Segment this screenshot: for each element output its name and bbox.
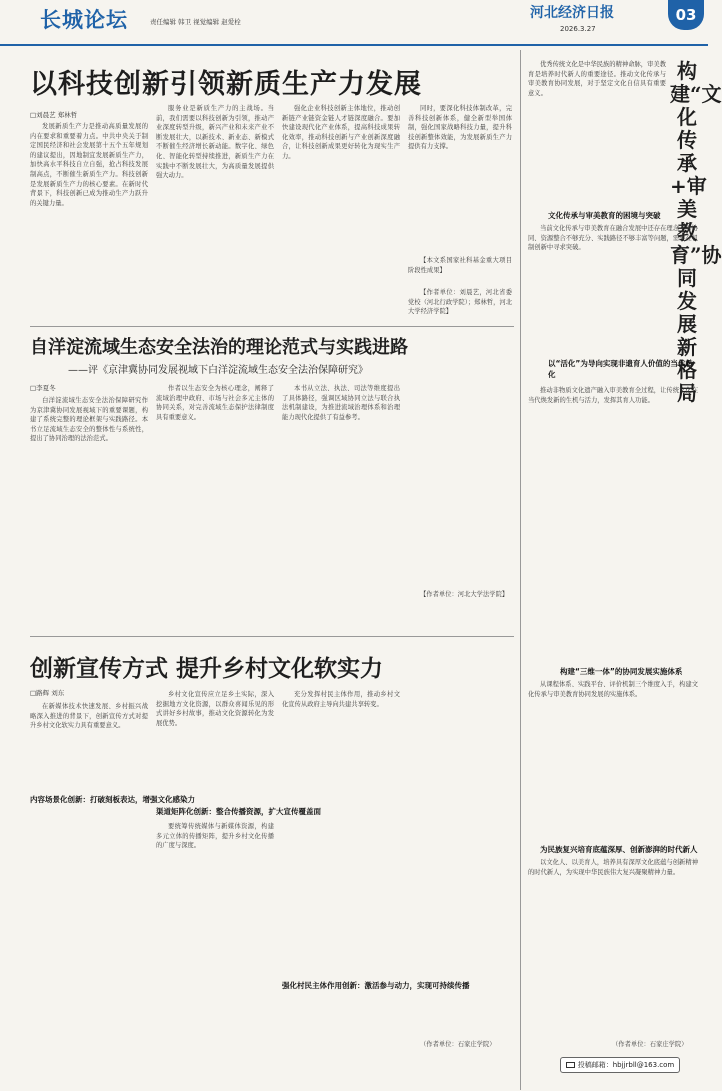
article1-col4: 同时，要深化科技体制改革，完善科技创新体系，健全新型举国体制，强化国家战略科技力量，提升科技创新整体效能，为发展新质生产力提供有力支撑。 (408, 105, 512, 151)
editor-credits: 责任编辑 韩卫 视觉编辑 赵爱栓 (150, 18, 241, 26)
article4-p4: 以文化人、以美育人，培养具有深厚文化底蕴与创新精神的时代新人，为实现中华民族伟大复兴凝聚精神力量。 (528, 859, 698, 876)
article4-subhead2: 以“活化”为导向实现非遗育人价值的当代转化 (548, 359, 693, 379)
submission-email-bar (560, 1057, 680, 1073)
header-rule (0, 44, 708, 46)
article3-author-org: （作者单位：石家庄学院） (420, 1041, 496, 1048)
article3-title: 创新宣传方式 提升乡村文化软实力 (30, 655, 384, 682)
column-divider (520, 50, 521, 1090)
article1-author-org: 【作者单位：刘晨艺，河北省委党校（河北行政学院）；郑林哲，河北大学经济学院】 (408, 289, 512, 316)
submission-email: 投稿邮箱：hbjjrbll@163.com (577, 1061, 675, 1069)
article2-author-org: 【作者单位：河北大学法学院】 (420, 591, 509, 598)
article2-col3: 本书从立法、执法、司法等维度提出了具体路径，强调区域协同立法与联合执法机制建设，为推进流域治理体系和治理能力现代化提供了有益参考。 (282, 385, 400, 421)
article4-p3: 从课程体系、实践平台、评价机制三个维度入手，构建文化传承与审美教育协同发展的实施体系。 (528, 681, 698, 698)
divider (30, 326, 514, 327)
article4-title: 构建“文化传承+审美教育”协同发展新格局 (670, 59, 722, 405)
article3-col3: 充分发挥村民主体作用，推动乡村文化宣传从政府主导向共建共享转变。 (282, 691, 400, 708)
article2-title: 自洋淀流域生态安全法治的理论范式与实践进路 (30, 337, 408, 358)
article1-fund-note: 【本文系国家社科基金重大项目阶段性成果】 (408, 257, 512, 274)
page-header (0, 0, 708, 44)
article2-col1: 白洋淀流域生态安全法治保障研究作为京津冀协同发展视域下的重要课题，构建了系统完整的理论框架与实践路径。本书立足流域生态安全的整体性与系统性，提出了协同治理的法治范式。 (30, 397, 148, 443)
article1-title: 以科技创新引领新质生产力发展 (30, 69, 422, 100)
page-number: 03 (668, 0, 704, 30)
article1-author: □刘晨艺 郑林哲 (30, 111, 78, 119)
article4-p2: 推动非物质文化遗产融入审美教育全过程，让传统文化在当代焕发新的生机与活力，发挥其育人功能。 (528, 387, 698, 404)
divider (30, 636, 514, 637)
article3-col2b: 要统筹传统媒体与新媒体资源，构建多元立体的传播矩阵，提升乡村文化传播的广度与深度。 (156, 823, 274, 850)
article4-subhead4: 为民族复兴培育底蕴深厚、创新澎湃的时代新人 (540, 845, 698, 854)
article2-author: □李夏冬 (30, 384, 56, 392)
issue-date: 2026.3.27 (560, 25, 596, 33)
article3-col1: 在新媒体技术快速发展、乡村振兴战略深入推进的背景下，创新宣传方式对提升乡村文化软实力具有重要意义。 (30, 703, 148, 730)
article2-col2: 作者以生态安全为核心理念，阐释了流域治理中政府、市场与社会多元主体的协同关系，对完善流域生态保护法律制度具有重要意义。 (156, 385, 274, 421)
article1-col2: 服务业是新质生产力的主战场。当前，我们需要以科技创新为引领，推动产业深度转型升级，新兴产业和未来产业不断发展壮大，以新技术、新业态、新模式不断催生经济增长新动能。数字化、绿色化、智能化转型持续推进，新质生产力在实践中不断发展壮大，为高质量发展提供强大动力。 (156, 105, 274, 180)
newspaper-name: 河北经济日报 (530, 5, 614, 21)
article1-col1: 发展新质生产力是推动高质量发展的内在要求和重要着力点。中共中央关于制定国民经济和社会发展第十五个五年规划的建议提出，因地制宜发展新质生产力，加快高水平科技自立自强，抢占科技发展制高点，不断催生新质生产力。科技创新是发展新质生产力的核心要素。在新时代背景下，科技创新已成为推动生产力跃升的关键力量。 (30, 123, 148, 207)
article3-subhead3: 强化村民主体作用创新：激活参与动力，实现可持续传播 (282, 981, 470, 990)
article1-col3: 强化企业科技创新主体地位，推动创新链产业链资金链人才链深度融合。要加快建设现代化产业体系，提高科技成果转化效率，推动科技创新与产业创新深度融合，让科技创新成果更好转化为现实生产力。 (282, 105, 400, 160)
article4-author-org: （作者单位：石家庄学院） (612, 1041, 688, 1048)
section-title: 长城论坛 (40, 7, 128, 32)
article4-subhead1: 文化传承与审美教育的困境与突破 (548, 211, 661, 220)
article4-intro: 优秀传统文化是中华民族的精神命脉，审美教育是培养时代新人的重要途径。推动文化传承与审美教育协同发展，对于坚定文化自信具有重要意义。 (528, 61, 666, 97)
mail-icon (566, 1062, 575, 1068)
article4-p1: 当前文化传承与审美教育在融合发展中还存在理念不够协同、资源整合不够充分、实践路径不够丰富等问题，需要在机制创新中寻求突破。 (528, 225, 699, 252)
article3-author: □路辉 刘东 (30, 689, 65, 697)
article3-subhead1: 内容场景化创新：打破刻板表达，增强文化感染力 (30, 795, 195, 804)
article3-col2: 乡村文化宣传应立足乡土实际，深入挖掘地方文化资源，以群众喜闻乐见的形式讲好乡村故事，推动文化资源转化为发展优势。 (156, 691, 274, 727)
article3-subhead2: 渠道矩阵化创新：整合传播资源，扩大宣传覆盖面 (156, 807, 321, 816)
article4-subhead3: 构建“三维一体”的协同发展实施体系 (560, 667, 683, 676)
article2-subtitle: ——评《京津冀协同发展视域下白洋淀流域生态安全法治保障研究》 (68, 365, 368, 376)
